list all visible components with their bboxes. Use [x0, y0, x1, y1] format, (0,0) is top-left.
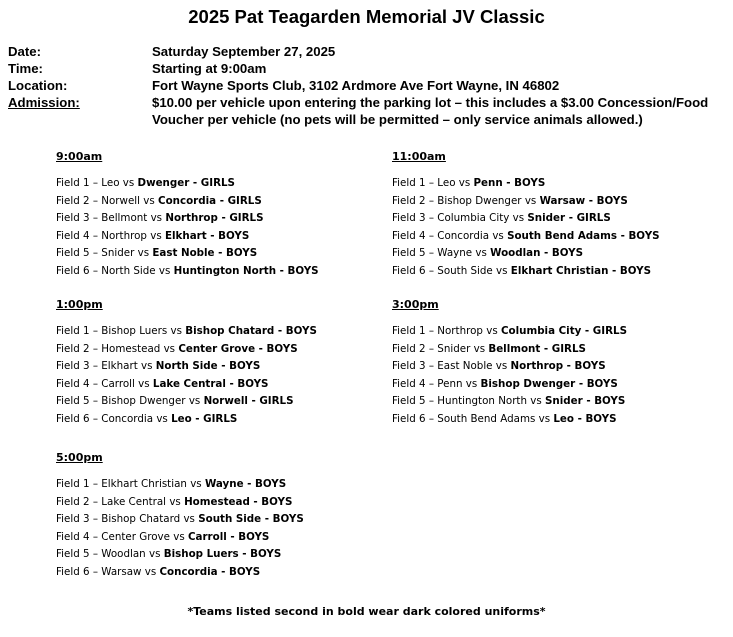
separator: – — [89, 212, 102, 225]
separator: - — [502, 177, 515, 189]
home-team: Huntington North — [437, 395, 527, 408]
away-team: North Side — [155, 360, 218, 373]
field-label: Field 5 — [392, 395, 426, 408]
field-label: Field 2 — [56, 495, 90, 508]
away-team: Warsaw — [539, 194, 586, 207]
admission-value-cont: Voucher per vehicle (no pets will be permitted – only service animals allowed.) — [152, 112, 643, 127]
away-team: Bellmont — [488, 342, 541, 355]
versus: vs — [146, 229, 165, 242]
field-label: Field 3 — [392, 212, 426, 225]
versus: vs — [119, 177, 138, 189]
versus: vs — [492, 360, 511, 373]
versus: vs — [462, 377, 481, 390]
game-row — [56, 477, 304, 495]
separator: - — [276, 264, 288, 277]
division: BOYS — [218, 229, 250, 242]
date-value: Saturday September 27, 2025 — [152, 44, 336, 59]
versus: vs — [167, 325, 186, 337]
division: BOYS — [596, 194, 628, 207]
date-label: Date: — [8, 44, 41, 59]
session-time: 5:00pm — [56, 451, 103, 464]
home-team: North Side — [101, 264, 156, 277]
field-label: Field 4 — [392, 229, 426, 242]
division: BOYS — [261, 495, 293, 508]
home-team: South Bend Adams — [437, 412, 536, 425]
away-team: Dwenger — [137, 177, 190, 189]
division: GIRLS — [200, 177, 235, 189]
game-row — [56, 547, 304, 565]
versus: vs — [153, 412, 172, 425]
game-row — [392, 194, 660, 212]
versus: vs — [521, 194, 540, 207]
division: BOYS — [272, 513, 304, 526]
versus: vs — [134, 377, 153, 390]
separator: - — [217, 360, 230, 373]
home-team: Bellmont — [101, 212, 148, 225]
game-row — [56, 211, 319, 229]
versus: vs — [137, 360, 156, 373]
versus: vs — [155, 264, 174, 277]
session-time: 9:00am — [56, 150, 103, 163]
separator: – — [89, 412, 102, 425]
home-team: Northrop — [101, 229, 147, 242]
separator: – — [89, 229, 102, 242]
division: BOYS — [594, 395, 626, 408]
home-team: Carroll — [101, 377, 135, 390]
home-team: East Noble — [437, 360, 493, 373]
separator: – — [89, 194, 102, 207]
away-team: Concordia — [158, 194, 217, 207]
separator: - — [565, 212, 577, 225]
field-label: Field 6 — [56, 565, 90, 578]
separator: – — [425, 177, 438, 189]
field-label: Field 2 — [56, 194, 90, 207]
versus: vs — [455, 177, 474, 189]
division: GIRLS — [227, 194, 262, 207]
away-team: Homestead — [184, 495, 250, 508]
separator: – — [425, 247, 438, 260]
division: BOYS — [229, 565, 261, 578]
away-team: South Bend Adams — [507, 229, 617, 242]
game-row — [56, 377, 317, 395]
session-block — [56, 298, 317, 430]
field-label: Field 4 — [56, 530, 90, 543]
separator: – — [89, 325, 102, 337]
home-team: Concordia — [101, 412, 154, 425]
game-row — [56, 246, 319, 264]
field-label: Field 6 — [56, 412, 90, 425]
away-team: Northrop — [510, 360, 564, 373]
division: BOYS — [628, 229, 660, 242]
location-value: Fort Wayne Sports Club, 3102 Ardmore Ave Fort Wayne, IN 46802 — [152, 78, 560, 93]
game-row — [392, 211, 660, 229]
separator: - — [581, 325, 593, 337]
home-team: Wayne — [437, 247, 473, 260]
versus: vs — [169, 530, 188, 543]
division: BOYS — [551, 247, 583, 260]
home-team: Center Grove — [101, 530, 170, 543]
away-team: Leo — [553, 412, 574, 425]
away-team: Concordia — [159, 565, 218, 578]
home-team: Columbia City — [437, 212, 510, 225]
separator: - — [249, 495, 262, 508]
away-team: Bishop Chatard — [185, 325, 275, 337]
separator: – — [425, 360, 438, 373]
versus: vs — [145, 548, 164, 561]
field-label: Field 2 — [392, 342, 426, 355]
separator: – — [89, 264, 102, 277]
separator: - — [261, 513, 273, 526]
field-label: Field 1 — [392, 325, 426, 337]
division: GIRLS — [551, 342, 586, 355]
separator: - — [540, 247, 552, 260]
game-row — [56, 194, 319, 212]
field-label: Field 3 — [392, 360, 426, 373]
separator: – — [89, 377, 102, 390]
separator: - — [238, 548, 251, 561]
division: GIRLS — [229, 212, 264, 225]
separator: - — [617, 229, 629, 242]
session-time: 11:00am — [392, 150, 446, 163]
home-team: Snider — [437, 342, 471, 355]
game-row — [392, 246, 660, 264]
home-team: Bishop Luers — [101, 325, 168, 337]
division: BOYS — [266, 342, 298, 355]
game-row — [392, 359, 627, 377]
division: BOYS — [585, 412, 617, 425]
versus: vs — [482, 325, 501, 337]
separator: – — [89, 530, 102, 543]
versus: vs — [535, 412, 554, 425]
away-team: Norwell — [203, 395, 248, 408]
separator: – — [89, 342, 102, 355]
separator: – — [89, 495, 102, 508]
separator: - — [540, 342, 552, 355]
home-team: Penn — [437, 377, 463, 390]
game-row — [56, 324, 317, 342]
session-time: 3:00pm — [392, 298, 439, 311]
separator: – — [425, 212, 438, 225]
division: GIRLS — [203, 412, 238, 425]
separator: – — [89, 177, 102, 189]
time-label: Time: — [8, 61, 43, 76]
separator: – — [425, 412, 438, 425]
versus: vs — [489, 229, 508, 242]
separator: - — [247, 395, 260, 408]
separator: – — [425, 264, 438, 277]
field-label: Field 3 — [56, 360, 90, 373]
versus: vs — [140, 194, 159, 207]
game-row — [56, 342, 317, 360]
away-team: Huntington North — [173, 264, 277, 277]
away-team: Woodlan — [490, 247, 541, 260]
field-label: Field 2 — [56, 342, 90, 355]
away-team: Bishop Luers — [163, 548, 239, 561]
division: BOYS — [619, 264, 651, 277]
game-row — [56, 229, 319, 247]
separator: - — [217, 212, 230, 225]
separator: - — [189, 177, 201, 189]
separator: – — [425, 342, 438, 355]
separator: - — [226, 530, 239, 543]
versus: vs — [492, 264, 511, 277]
session-block — [56, 451, 304, 583]
session-block — [392, 298, 627, 430]
field-label: Field 6 — [392, 412, 426, 425]
home-team: Elkhart Christian — [101, 478, 187, 490]
away-team: Elkhart Christian — [510, 264, 609, 277]
game-row — [392, 229, 660, 247]
versus: vs — [470, 342, 489, 355]
versus: vs — [180, 513, 199, 526]
separator: - — [243, 478, 256, 490]
field-label: Field 5 — [56, 395, 90, 408]
versus: vs — [472, 247, 491, 260]
field-label: Field 6 — [56, 264, 90, 277]
home-team: Homestead — [101, 342, 161, 355]
game-row — [56, 565, 304, 583]
game-row — [56, 530, 304, 548]
home-team: Woodlan — [101, 548, 146, 561]
division: BOYS — [255, 478, 287, 490]
separator: – — [89, 395, 102, 408]
division: GIRLS — [576, 212, 611, 225]
separator: - — [608, 264, 620, 277]
field-label: Field 3 — [56, 513, 90, 526]
home-team: Norwell — [101, 194, 141, 207]
away-team: South Side — [198, 513, 262, 526]
division: BOYS — [287, 264, 319, 277]
game-row — [56, 394, 317, 412]
division: BOYS — [514, 177, 546, 189]
home-team: Lake Central — [101, 495, 167, 508]
division: BOYS — [226, 247, 258, 260]
game-row — [392, 324, 627, 342]
division: BOYS — [586, 377, 618, 390]
game-row — [392, 176, 660, 194]
separator: - — [563, 360, 575, 373]
separator: - — [573, 412, 586, 425]
versus: vs — [509, 212, 528, 225]
field-label: Field 2 — [392, 194, 426, 207]
game-row — [56, 264, 319, 282]
game-row — [56, 176, 319, 194]
versus: vs — [160, 342, 179, 355]
away-team: Northrop — [165, 212, 218, 225]
field-label: Field 1 — [56, 325, 90, 337]
home-team: Elkhart — [101, 360, 138, 373]
game-row — [392, 377, 627, 395]
separator: - — [274, 325, 286, 337]
separator: – — [89, 565, 102, 578]
away-team: Center Grove — [178, 342, 256, 355]
home-team: Leo — [437, 177, 456, 189]
home-team: South Side — [437, 264, 493, 277]
field-label: Field 5 — [392, 247, 426, 260]
away-team: Carroll — [187, 530, 227, 543]
away-team: Lake Central — [152, 377, 226, 390]
separator: – — [89, 548, 102, 561]
away-team: Leo — [171, 412, 192, 425]
away-team: Bishop Dwenger — [480, 377, 576, 390]
field-label: Field 3 — [56, 212, 90, 225]
away-team: Snider — [545, 395, 583, 408]
game-row — [392, 412, 627, 430]
home-team: Concordia — [437, 229, 490, 242]
separator: - — [582, 395, 595, 408]
home-team: Snider — [101, 247, 135, 260]
field-label: Field 1 — [56, 478, 90, 490]
away-team: Elkhart — [164, 229, 207, 242]
division: BOYS — [285, 325, 317, 337]
separator: – — [89, 247, 102, 260]
home-team: Warsaw — [101, 565, 142, 578]
home-team: Bishop Dwenger — [437, 194, 522, 207]
session-block — [56, 150, 319, 282]
field-label: Field 4 — [392, 377, 426, 390]
time-value: Starting at 9:00am — [152, 61, 267, 76]
game-row — [392, 394, 627, 412]
away-team: Penn — [473, 177, 503, 189]
field-label: Field 4 — [56, 229, 90, 242]
session-time: 1:00pm — [56, 298, 103, 311]
separator: – — [425, 377, 438, 390]
separator: – — [425, 325, 438, 337]
field-label: Field 5 — [56, 548, 90, 561]
game-row — [56, 359, 317, 377]
separator: – — [89, 513, 102, 526]
game-row — [56, 495, 304, 513]
separator: - — [585, 194, 597, 207]
separator: - — [225, 377, 238, 390]
page-title: 2025 Pat Teagarden Memorial JV Classic — [188, 6, 545, 27]
division: GIRLS — [259, 395, 294, 408]
home-team: Northrop — [437, 325, 483, 337]
away-team: Wayne — [204, 478, 244, 490]
field-label: Field 4 — [56, 377, 90, 390]
admission-label: Admission: — [8, 95, 80, 110]
field-label: Field 1 — [56, 177, 90, 189]
admission-value: $10.00 per vehicle upon entering the parking lot – this includes a $3.00 Concession/Food — [152, 95, 709, 110]
separator: - — [216, 194, 228, 207]
game-row — [392, 264, 660, 282]
separator: - — [191, 412, 204, 425]
separator: - — [214, 247, 226, 260]
division: BOYS — [229, 360, 261, 373]
versus: vs — [186, 478, 205, 490]
versus: vs — [166, 495, 185, 508]
game-row — [56, 412, 317, 430]
division: BOYS — [237, 377, 269, 390]
division: BOYS — [238, 530, 270, 543]
field-label: Field 5 — [56, 247, 90, 260]
versus: vs — [185, 395, 204, 408]
field-label: Field 1 — [392, 177, 426, 189]
away-team: Snider — [527, 212, 566, 225]
division: BOYS — [250, 548, 282, 561]
separator: – — [425, 395, 438, 408]
versus: vs — [141, 565, 160, 578]
session-block — [392, 150, 660, 282]
separator: - — [255, 342, 267, 355]
uniform-note: *Teams listed second in bold wear dark colored uniforms* — [187, 605, 546, 618]
separator: – — [425, 229, 438, 242]
field-label: Field 6 — [392, 264, 426, 277]
away-team: Columbia City — [500, 325, 582, 337]
versus: vs — [527, 395, 546, 408]
versus: vs — [147, 212, 166, 225]
away-team: East Noble — [152, 247, 215, 260]
separator: – — [89, 360, 102, 373]
separator: - — [217, 565, 230, 578]
game-row — [56, 512, 304, 530]
home-team: Leo — [101, 177, 120, 189]
home-team: Bishop Chatard — [101, 513, 181, 526]
separator: - — [575, 377, 587, 390]
separator: - — [206, 229, 219, 242]
division: BOYS — [574, 360, 606, 373]
separator: – — [425, 194, 438, 207]
versus: vs — [134, 247, 153, 260]
game-row — [392, 342, 627, 360]
home-team: Bishop Dwenger — [101, 395, 186, 408]
division: GIRLS — [592, 325, 627, 337]
separator: – — [89, 478, 102, 490]
location-label: Location: — [8, 78, 68, 93]
